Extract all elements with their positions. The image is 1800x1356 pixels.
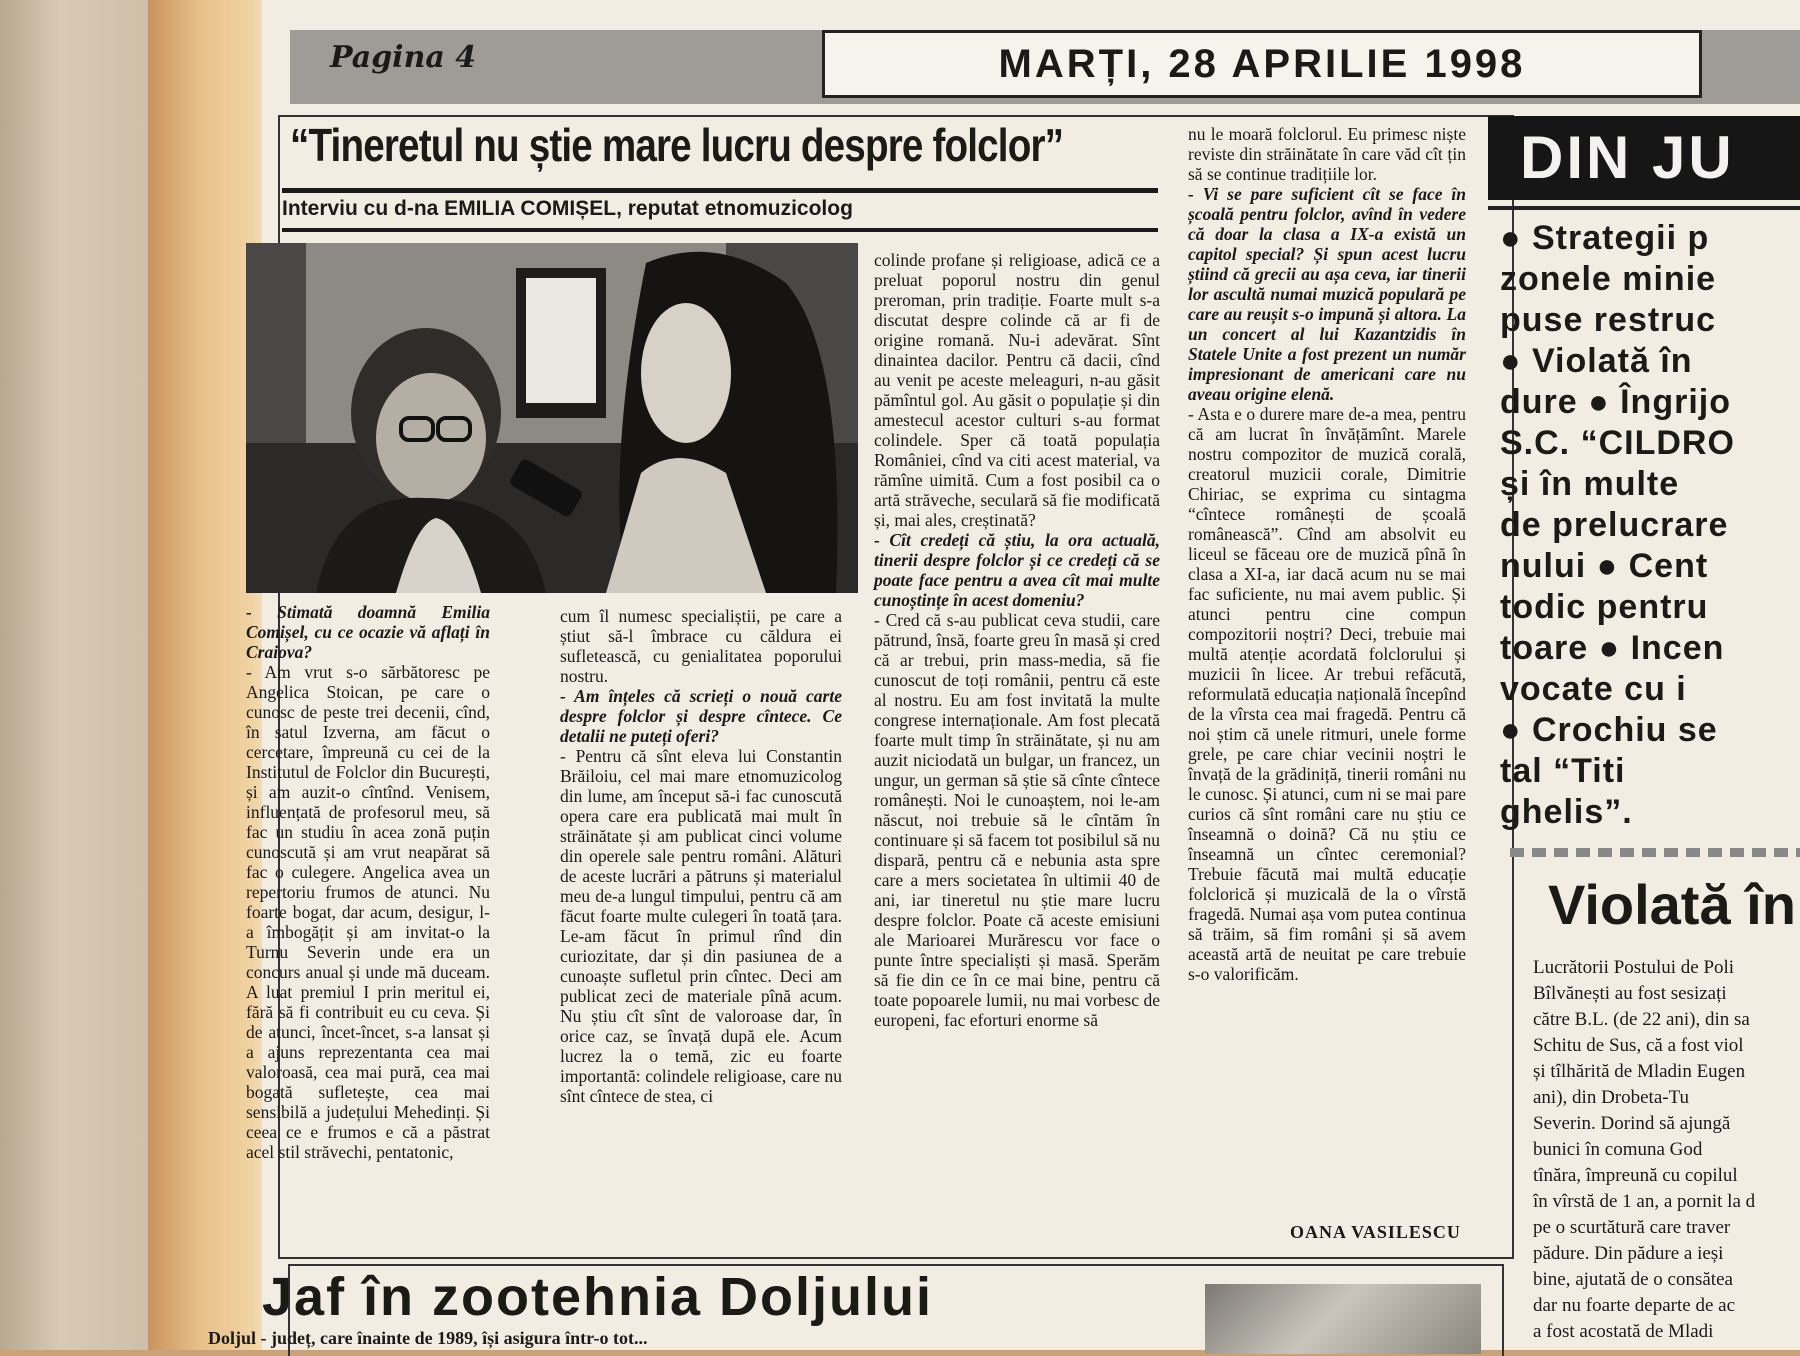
sidebar-news-list	[1500, 218, 1800, 833]
sidebar-story-line: pe o scurtătură care traver	[1533, 1217, 1731, 1238]
sidebar-news-line: zonele minie	[1500, 260, 1717, 298]
article-column-1	[246, 602, 490, 1162]
sidebar-news-line: ● Violată în	[1500, 342, 1693, 380]
sidebar-news-line: ghelis”.	[1500, 793, 1633, 831]
article-headline: “Tineretul nu știe mare lucru despre folclor”	[290, 119, 1064, 171]
headline-rule	[282, 188, 1158, 193]
sidebar-story-line: dar nu foarte departe de ac	[1533, 1295, 1736, 1316]
sidebar-news-line: tal “Titi	[1500, 752, 1626, 790]
article-column-4	[1188, 124, 1466, 984]
interview-answer: nu le moară folclorul. Eu primesc niște reviste din străinătate în care văd cît țin să se continue tradițiile lor.	[1188, 124, 1466, 184]
sidebar-news-line: și în multe	[1500, 465, 1680, 503]
interview-question: - Stimată doamnă Emilia Comișel, cu ce ocazie vă aflați în Craiova?	[246, 602, 490, 662]
sidebar-story-line: și tîlhărită de Mladin Eugen	[1533, 1061, 1746, 1082]
bottom-headline: Jaf în zootehnia Doljului	[262, 1267, 933, 1327]
sidebar-rule	[1488, 206, 1800, 210]
sidebar-story-line: către B.L. (de 22 ani), din sa	[1533, 1009, 1750, 1030]
sidebar-news-line: ● Strategii p	[1500, 219, 1710, 257]
sidebar-story-line: Severin. Dorind să ajungă	[1533, 1113, 1731, 1134]
sidebar-story-line: în vîrstă de 1 an, a pornit la d	[1533, 1191, 1756, 1212]
interview-answer: - Pentru că sînt eleva lui Constantin Brăiloiu, cel mai mare etnomuzicolog din lume, am început să-i fac cunoscută opera care era publicată mai mult în străinătate și am publicat cinci volume din operele sale pentru români. Alături de aceste lucrări a pătruns și materialul meu de-a lungul timpului, pentru că am făcut foarte multe culegeri în toată țara. Le-am făcut în primul rînd din curiozitate, dar și din pasiunea de a cunoaște sufletul prin cîntec. Deci am publicat zeci de materiale pînă acum. Nu știu cît sînt de valoroase dar, în orice caz, se învață după ele. Acum lucrez la o temă, zic eu foarte importantă: colindele religioase, care nu sînt cîntece de stea, ci	[560, 746, 842, 1106]
page-label: Pagina 4	[330, 40, 477, 75]
sidebar-story-title: Violată în	[1548, 873, 1796, 936]
interview-photo	[246, 243, 858, 593]
sidebar-story-line: bunici în comuna God	[1533, 1139, 1703, 1160]
interview-question: - Vi se pare suficient cît se face în școală pentru folclor, avînd în vedere că doar la clasa a IX-a există un capitol special? Și spun acest lucru știind că grecii au așa ceva, iar tinerii lor ascultă numai muzică populară pe care au reușit s-o impună și altora. La un concert al lui Kazantzidis în Statele Unite a fost prezent un număr impresionant de americani care nu aveau origine elenă.	[1188, 184, 1466, 404]
sidebar-news-line: toare ● Incen	[1500, 629, 1725, 667]
interview-answer: colinde profane și religioase, adică ce a preluat poporul nostru din genul preroman, prin tradiție. Foarte mult s-a discutat despre colinde că ar fi de origine romană. Nu-i adevărat. Sînt dinaintea dacilor. Pentru că dacii, cînd au venit pe aceste meleaguri, n-au găsit pămîntul gol. Au găsit o populație și din amestecul acestor culturi s-au format colindele. Sper că toată populația României, cînd va citi acest material, va rămîne uimită. Cum a fost posibil ca o artă străveche, seculară să fie modificată și, mai ales, creștinată?	[874, 250, 1160, 530]
sidebar-news-line: vocate cu i	[1500, 670, 1687, 708]
sidebar-news-line: nului ● Cent	[1500, 547, 1709, 585]
bottom-photo	[1205, 1284, 1481, 1354]
photo-illustration	[246, 243, 858, 593]
sidebar-story-line: a fost acostată de Mladi	[1533, 1321, 1714, 1342]
interview-answer: - Cred că s-au publicat ceva studii, care pătrund, însă, foarte greu în masă și cred că ar trebui, prin mass-media, să fie cunoscut de toți românii, pentru că este al nostru. Eu am fost invitată la multe congrese internaționale. Am fost plecată foarte mult timp în străinătate, și nu am auzit niciodată un bulgar, un francez, un ungur, un german să știe să cînte cîntece românești. Noi le cunoaștem, noi le-am născut, noi trebuie să le cîntăm în continuare și să facem tot posibilul să nu dispară, pentru că e nebunia asta spre care a mers societatea în ultimii 40 de ani, iar tineretul nu știe mare lucru despre folclor. Poate că aceste emisiuni ale Marioarei Murărescu vor face o punte între specialiști și masă. Sperăm să fie din ce în ce mai bine, pentru că toate popoarele lumii, nu mai vorbesc de europeni, fac eforturi enorme să	[874, 610, 1160, 1030]
interview-answer: - Asta e o durere mare de-a mea, pentru că am lucrat în învățămînt. Marele nostru compozitor de muzică corală, creatorul muzicii corale, Dimitrie Chiriac, se exprima cu sintagma “cîntece românești de școală românească”. Cînd am absolvit eu liceul se făceau ore de muzică pînă în clasa a XI-a, iar dacă acum nu se mai fac suficiente, nu mai avem public. Și atunci pentru cine compun compozitorii noștri? Deci, trebuie mai multă atenție acordată folclorului și muzicii în licee. Ar trebui refăcută, reformulată educația națională începînd de la vîrsta cea mai fragedă. Pentru că noi știm că unele ritmuri, unele forme grele, pe care chiar vecinii noștri le învață de la grădiniță, tinerii români nu le cunosc. Și atunci, cum ni se mai pare curios că sînt români care nu știu ce înseamnă o doină? Că nu știu ce înseamnă un cîntec ceremonial? Trebuie făcută mai multă educație folclorică și muzicală de la o vîrstă fragedă. Numai așa vom putea continua să trăim, să fim români și să avem această artă de neuitat pe care trebuie s-o valorificăm.	[1188, 404, 1466, 984]
sidebar-story-line: Schitu de Sus, că a fost viol	[1533, 1035, 1744, 1056]
sidebar-story-text	[1533, 955, 1800, 1345]
sidebar-news-line: S.C. “CILDRO	[1500, 424, 1735, 462]
sidebar-story-line: tînăra, împreună cu copilul	[1533, 1165, 1738, 1186]
author-signature: OANA VASILESCU	[1290, 1222, 1461, 1242]
bottom-lead: Doljul - județ, care înainte de 1989, își asigura într-o tot...	[208, 1328, 648, 1348]
interview-answer: - Am vrut s-o sărbătoresc pe Angelica Stoican, pe care o cunosc de peste trei decenii, cînd, în satul Izverna, am făcut o cercetare, împreună cu cei de la Institutul de Folclor din București, și am auzit-o cîntînd. Venisem, influențată de profesorul meu, să fac un studiu în acea zonă puțin cunoscută și am vrut neapărat să fac o culegere. Angelica avea un repertoriu frumos de atunci. Nu foarte bogat, dar acum, desigur, l-a îmbogățit și am invitat-o la Turnu Severin unde era un concurs anual și unde mă duceam. A luat premiul I prin meritul ei, fără să fi contribuit eu cu ceva. Și de atunci, încet-încet, s-a lansat și a ajuns reprezentanta cea mai valoroasă, cea mai pură, cea mai bogată sufletește, cea mai sensibilă a județului Mehedinți. Și ceea ce e frumos e că a păstrat acel stil străvechi, pentatonic,	[246, 662, 490, 1162]
sidebar-news-line: puse restruc	[1500, 301, 1717, 339]
sidebar-news-line: de prelucrare	[1500, 506, 1729, 544]
sidebar-story-line: pădure. Din pădure a ieși	[1533, 1243, 1724, 1264]
interview-question: - Am înțeles că scrieți o nouă carte despre folclor și despre cîntece. Ce detalii ne puteți oferi?	[560, 686, 842, 746]
section-banner: DIN JU	[1488, 116, 1800, 200]
sidebar-news-line: dure ● Îngrijo	[1500, 383, 1731, 421]
sidebar-news-line: ● Crochiu se	[1500, 711, 1718, 749]
interview-answer: cum îl numesc specialiștii, pe care a știut să-l îmbrace cu căldura ei sufletească, cu genialitatea poporului nostru.	[560, 606, 842, 686]
article-column-2	[560, 606, 842, 1106]
byline-rule	[282, 228, 1158, 232]
sidebar-story-line: Bîlvănești au fost sesizați	[1533, 983, 1727, 1004]
sidebar-news-line: todic pentru	[1500, 588, 1709, 626]
article-byline: Interviu cu d-na EMILIA COMIȘEL, reputat etnomuzicolog	[282, 197, 853, 220]
sidebar-story-line: ani), din Drobeta-Tu	[1533, 1087, 1690, 1108]
article-column-3	[874, 250, 1160, 1030]
sidebar-story-line: bine, ajutată de o consătea	[1533, 1269, 1733, 1290]
issue-date: MARȚI, 28 APRILIE 1998	[822, 30, 1702, 98]
sidebar-story-line: Lucrătorii Postului de Poli	[1533, 957, 1735, 978]
interview-question: - Cît credeți că știu, la ora actuală, tinerii despre folclor și ce credeți că se poate face pentru a avea cît mai multe cunoștințe în acest domeniu?	[874, 530, 1160, 610]
dashed-divider	[1510, 848, 1800, 857]
